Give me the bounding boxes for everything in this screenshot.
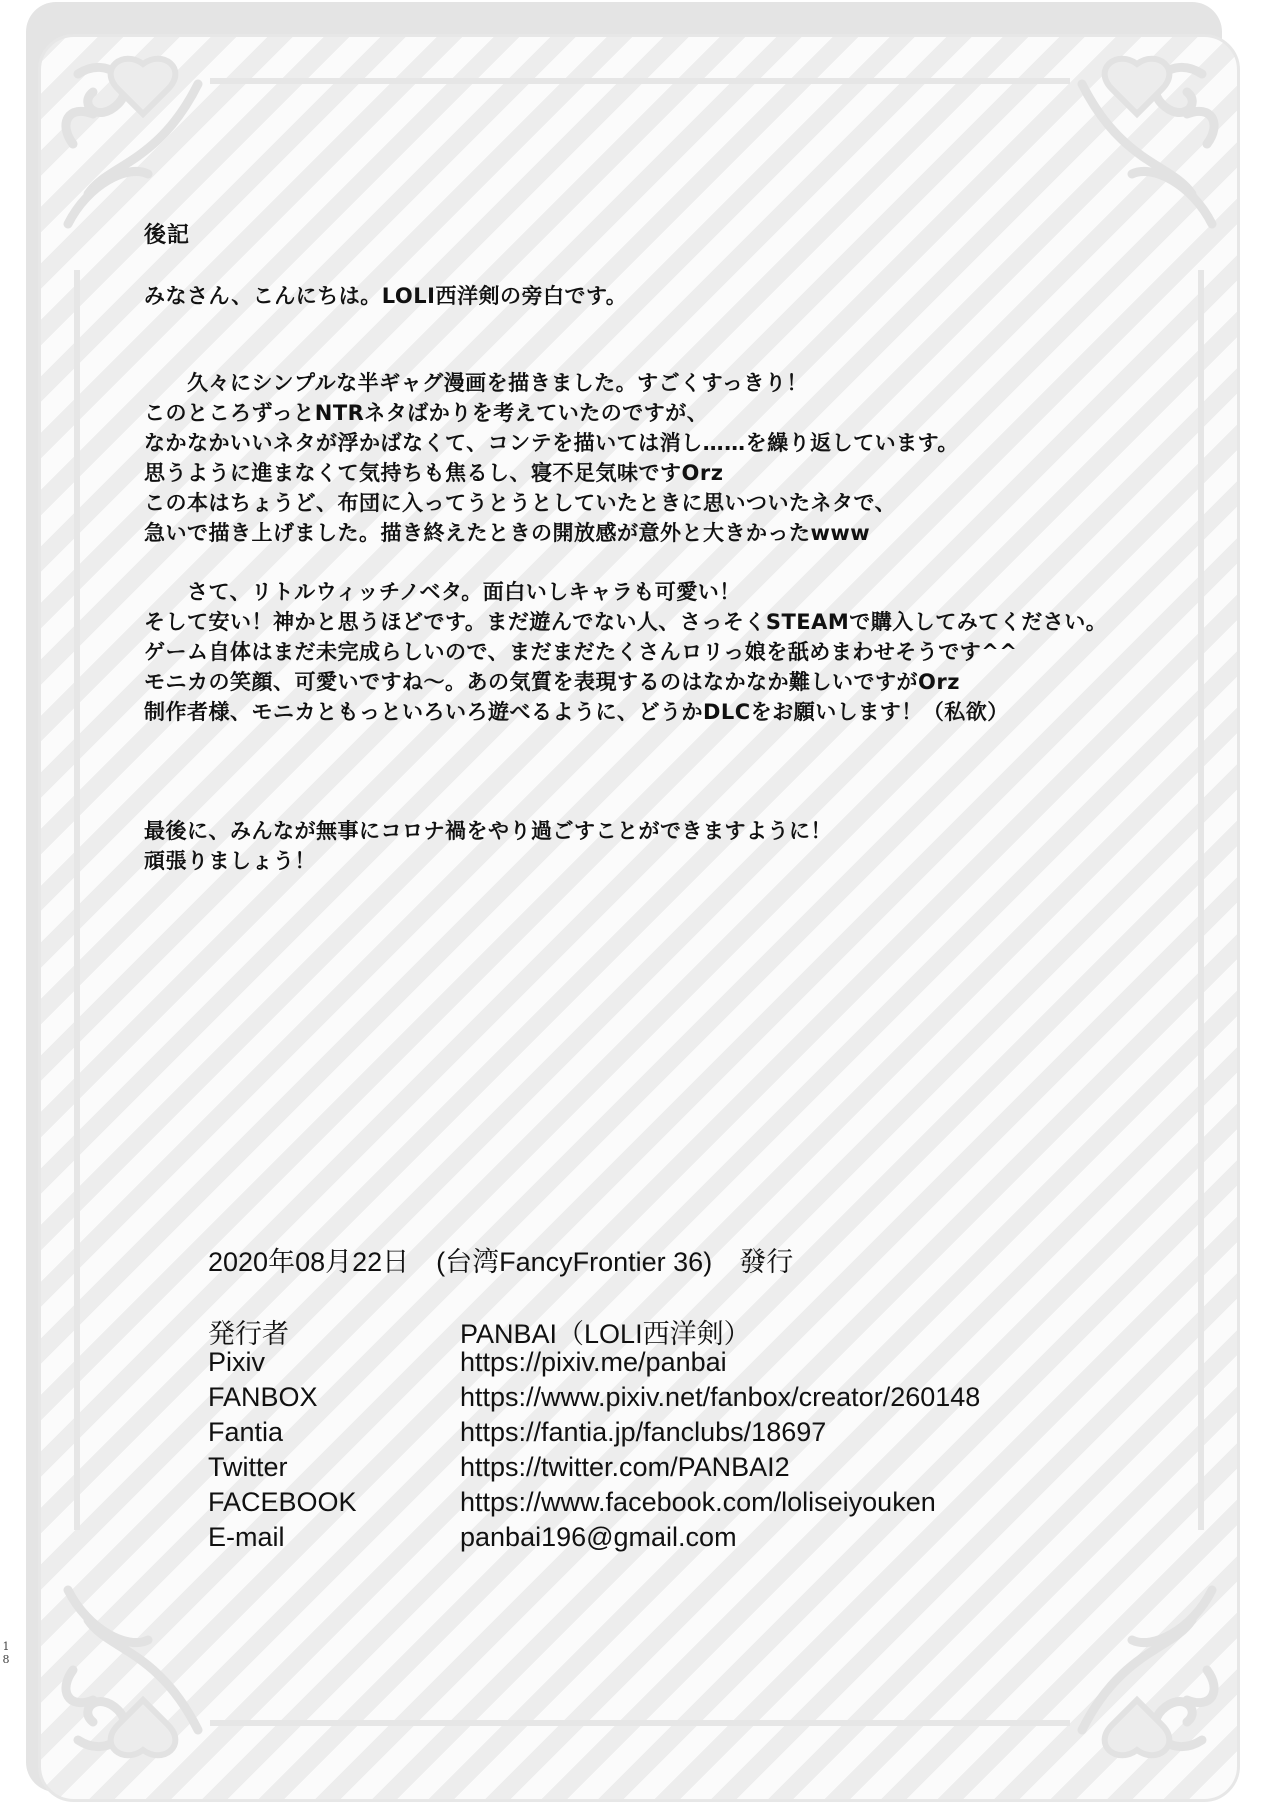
info-label-publisher: 発行者 xyxy=(208,1319,289,1349)
frame-top-line xyxy=(210,78,1070,84)
frame-bottom-line xyxy=(210,1720,1070,1726)
paragraph2-line: モニカの笑顔、可愛いですね～。あの気質を表現するのはなかなか難しいですがOrz xyxy=(144,670,960,694)
info-link-facebook[interactable]: https://www.facebook.com/loliseiyouken xyxy=(460,1487,936,1517)
info-link-pixiv[interactable]: https://pixiv.me/panbai xyxy=(460,1347,727,1377)
info-label-twitter: Twitter xyxy=(208,1452,288,1482)
corner-ornament-top-right xyxy=(1042,44,1232,234)
frame-right-line xyxy=(1198,270,1204,1530)
paragraph2-line: そして安い！神かと思うほどです。まだ遊んでない人、さっそくSTEAMで購入してみてください。 xyxy=(144,610,1108,634)
paragraph1-line: 急いで描き上げました。描き終えたときの開放感が意外と大きかったwww xyxy=(144,521,871,545)
page-number-digit: 1 xyxy=(2,1640,10,1653)
info-label-pixiv: Pixiv xyxy=(208,1347,266,1377)
paragraph3-line: 最後に、みんなが無事にコロナ禍をやり過ごすことができますように！ xyxy=(144,819,832,843)
info-label-fanbox: FANBOX xyxy=(208,1382,318,1412)
paragraph1-line: 思うように進まなくて気持ちも焦るし、寝不足気味ですOrz xyxy=(144,461,724,485)
info-link-email[interactable]: panbai196@gmail.com xyxy=(460,1522,737,1552)
paragraph1-line: 久々にシンプルな半ギャグ漫画を描きました。すごくすっきり！ xyxy=(144,371,808,395)
info-link-fanbox[interactable]: https://www.pixiv.net/fanbox/creator/260148 xyxy=(460,1382,981,1412)
greeting-line: みなさん、こんにちは。LOLI西洋剣の旁白です。 xyxy=(144,284,628,308)
info-label-fantia: Fantia xyxy=(208,1417,284,1447)
paragraph1-line: このところずっとNTRネタばかりを考えていたのですが、 xyxy=(144,401,709,425)
paragraph1-line: この本はちょうど、布団に入ってうとうとしていたときに思いついたネタで、 xyxy=(144,491,897,515)
afterword-heading: 後記 xyxy=(144,223,191,248)
paragraph2-line: さて、リトルウィッチノベタ。面白いしキャラも可愛い！ xyxy=(144,580,741,604)
frame-left-line xyxy=(74,270,80,1530)
paragraph2-line: ゲーム自体はまだ未完成らしいので、まだまだたくさんロリっ娘を舐めまわせそうです^^ xyxy=(144,640,1018,664)
page-number-digit: 8 xyxy=(2,1653,10,1666)
info-value-publisher: PANBAI（LOLI西洋剣） xyxy=(460,1319,751,1349)
info-link-fantia[interactable]: https://fantia.jp/fanclubs/18697 xyxy=(460,1417,827,1447)
publication-date: 2020年08月22日 (台湾FancyFrontier 36) 發行 xyxy=(208,1247,794,1277)
paragraph3-line: 頑張りましょう！ xyxy=(144,849,316,873)
paragraph1-line: なかなかいいネタが浮かばなくて、コンテを描いては消し……を繰り返しています。 xyxy=(144,431,959,455)
info-label-email: E-mail xyxy=(208,1522,285,1552)
corner-ornament-top-left xyxy=(48,44,238,234)
corner-ornament-bottom-left xyxy=(48,1580,238,1770)
corner-ornament-bottom-right xyxy=(1042,1580,1232,1770)
page-number xyxy=(0,1640,12,1666)
info-link-twitter[interactable]: https://twitter.com/PANBAI2 xyxy=(460,1452,790,1482)
paragraph2-line: 制作者様、モニカともっといろいろ遊べるように、どうかDLCをお願いします！（私欲） xyxy=(144,700,1009,724)
info-label-facebook: FACEBOOK xyxy=(208,1487,357,1517)
